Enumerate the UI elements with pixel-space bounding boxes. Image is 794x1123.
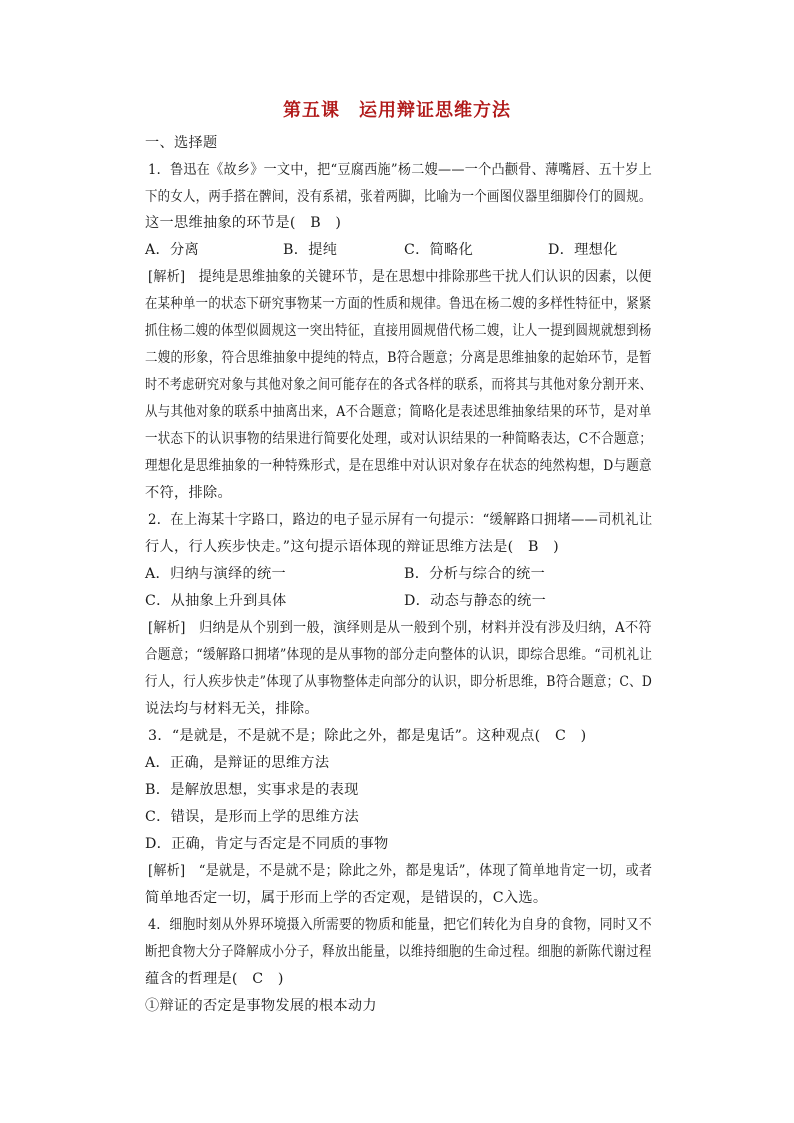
q1-option-b: B．提纯 — [283, 242, 338, 258]
q2-options-row-1 — [145, 564, 645, 584]
q1-analysis-line-1: [解析] 提纯是思维抽象的关键环节，是在思想中排除那些干扰人们认识的因素，以便 — [148, 269, 652, 285]
q1-analysis-line-7: 一状态下的认识事物的结果进行简要化处理，或对认识结果的一种简略表达，C不合题意； — [145, 431, 653, 447]
q1-stem-line-3: 这一思维抽象的环节是( B ) — [145, 215, 342, 231]
q1-options — [145, 240, 645, 260]
q1-analysis-line-6: 从与其他对象的联系中抽离出来，A不合题意；简略化是表述思维抽象结果的环节，是对单 — [145, 404, 652, 420]
q2-option-b: B．分析与综合的统一 — [404, 566, 546, 582]
q2-options-row-2 — [145, 591, 645, 611]
q1-analysis-line-3: 抓住杨二嫂的体型似圆规这一突出特征，直接用圆规借代杨二嫂，让人一提到圆规就想到杨 — [145, 323, 652, 339]
q2-analysis-line-2: 合题意；“缓解路口拥堵”体现的是从事物的部分走向整体的认识，即综合思维。“司机礼让 — [145, 647, 653, 663]
q1-option-c: C．简略化 — [404, 242, 474, 258]
q2-stem-line-1: 2．在上海某十字路口，路边的电子显示屏有一句提示：“缓解路口拥堵——司机礼让 — [148, 512, 653, 528]
q2-stem-line-2: 行人，行人疾步快走。”这句提示语体现的辩证思维方法是( B ) — [145, 539, 560, 555]
q1-analysis-line-9: 不符，排除。 — [145, 485, 232, 501]
q3-analysis-line-2: 简单地否定一切，属于形而上学的否定观，是错误的，C入选。 — [145, 890, 548, 906]
q3-option-a: A．正确，是辩证的思维方法 — [145, 755, 330, 771]
q3-option-d: D．正确，肯定与否定是不同质的事物 — [145, 836, 389, 852]
q3-stem-line-1: 3．“是就是，不是就不是；除此之外，都是鬼话”。这种观点( C ) — [148, 728, 587, 744]
q3-option-b: B．是解放思想，实事求是的表现 — [145, 782, 359, 798]
q1-stem-line-2: 下的女人，两手搭在髀间，没有系裙，张着两脚，比喻为一个画图仪器里细脚伶仃的圆规。 — [145, 189, 652, 205]
q2-option-d: D．动态与静态的统一 — [404, 593, 547, 609]
q3-analysis-line-1: [解析] “是就是，不是就不是；除此之外，都是鬼话”，体现了简单地肯定一切，或者 — [148, 863, 653, 879]
q2-option-c: C．从抽象上升到具体 — [145, 593, 287, 609]
q1-stem-line-1: 1．鲁迅在《故乡》一文中，把“豆腐西施”杨二嫂——一个凸颧骨、薄嘴唇、五十岁上 — [148, 162, 653, 178]
q2-analysis-line-4: 说法均与材料无关，排除。 — [145, 701, 319, 717]
q4-stem-line-1: 4．细胞时刻从外界环境摄入所需要的物质和能量，把它们转化为自身的食物，同时又不 — [148, 917, 652, 933]
q4-item-1: ①辩证的否定是事物发展的根本动力 — [145, 998, 377, 1014]
q2-option-a: A．归纳与演绎的统一 — [145, 566, 286, 582]
q3-option-c: C．错误，是形而上学的思维方法 — [145, 809, 359, 825]
q1-analysis-line-4: 二嫂的形象，符合思维抽象中提纯的特点，B符合题意；分离是思维抽象的起始环节，是暂 — [145, 350, 652, 366]
q1-analysis-line-8: 理想化是思维抽象的一种特殊形式，是在思维中对认识对象存在状态的纯然构想，D与题意 — [145, 458, 652, 474]
q1-analysis-line-5: 时不考虑研究对象与其他对象之间可能存在的各式各样的联系，而将其与其他对象分割开来、 — [145, 377, 652, 393]
q2-analysis-line-1: [解析] 归纳是从个别到一般，演绎则是从一般到个别，材料并没有涉及归纳，A不符 — [148, 620, 652, 636]
q2-analysis-line-3: 行人，行人疾步快走”体现了从事物整体走向部分的认识，即分析思维，B符合题意；C、D — [145, 674, 653, 690]
q1-option-a: A．分离 — [145, 242, 200, 258]
q4-stem-line-3: 蕴含的哲理是( C ) — [145, 971, 284, 987]
section-heading: 一、选择题 — [145, 135, 218, 151]
page-title: 第五课 运用辩证思维方法 — [283, 100, 511, 121]
q1-option-d: D．理想化 — [548, 242, 618, 258]
q4-stem-line-2: 断把食物大分子降解成小分子，释放出能量，以维持细胞的生命过程。细胞的新陈代谢过程 — [145, 944, 652, 960]
q1-analysis-line-2: 在某种单一的状态下研究事物某一方面的性质和规律。鲁迅在杨二嫂的多样性特征中，紧紧 — [145, 296, 652, 312]
